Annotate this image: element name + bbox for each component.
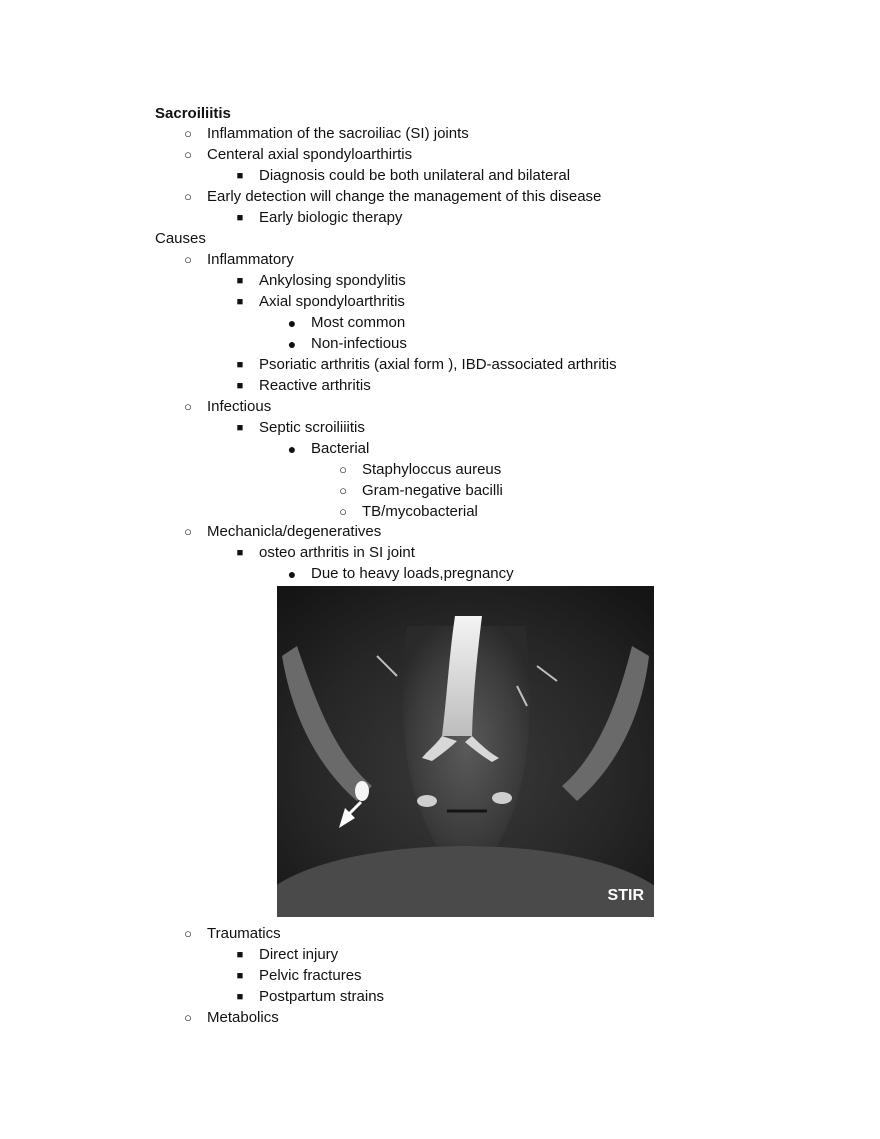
square-bullet-icon: ■ bbox=[236, 991, 244, 1003]
hollow-bullet-icon: ○ bbox=[184, 126, 192, 141]
hollow-bullet-icon: ○ bbox=[339, 483, 347, 498]
square-bullet-icon: ■ bbox=[236, 359, 244, 371]
square-bullet-icon: ■ bbox=[236, 380, 244, 392]
hollow-bullet-icon: ○ bbox=[184, 147, 192, 162]
hollow-bullet-icon: ○ bbox=[184, 1010, 192, 1025]
hollow-bullet-icon: ○ bbox=[184, 189, 192, 204]
square-bullet-icon: ■ bbox=[236, 547, 244, 559]
hollow-bullet-icon: ○ bbox=[184, 252, 192, 267]
hollow-bullet-icon: ○ bbox=[339, 504, 347, 519]
filled-bullet-icon: ● bbox=[287, 566, 297, 582]
square-bullet-icon: ■ bbox=[236, 949, 244, 961]
filled-bullet-icon: ● bbox=[287, 336, 297, 352]
hollow-bullet-icon: ○ bbox=[184, 524, 192, 539]
mri-stir-image bbox=[277, 586, 654, 917]
filled-bullet-icon: ● bbox=[287, 441, 297, 457]
square-bullet-icon: ■ bbox=[236, 170, 244, 182]
square-bullet-icon: ■ bbox=[236, 422, 244, 434]
square-bullet-icon: ■ bbox=[236, 275, 244, 287]
hollow-bullet-icon: ○ bbox=[184, 926, 192, 941]
filled-bullet-icon: ● bbox=[287, 315, 297, 331]
hollow-bullet-icon: ○ bbox=[339, 462, 347, 477]
square-bullet-icon: ■ bbox=[236, 212, 244, 224]
hollow-bullet-icon: ○ bbox=[184, 399, 192, 414]
square-bullet-icon: ■ bbox=[236, 970, 244, 982]
stir-label: STIR bbox=[607, 887, 644, 904]
square-bullet-icon: ■ bbox=[236, 296, 244, 308]
mri-scan-illustration bbox=[277, 586, 654, 917]
